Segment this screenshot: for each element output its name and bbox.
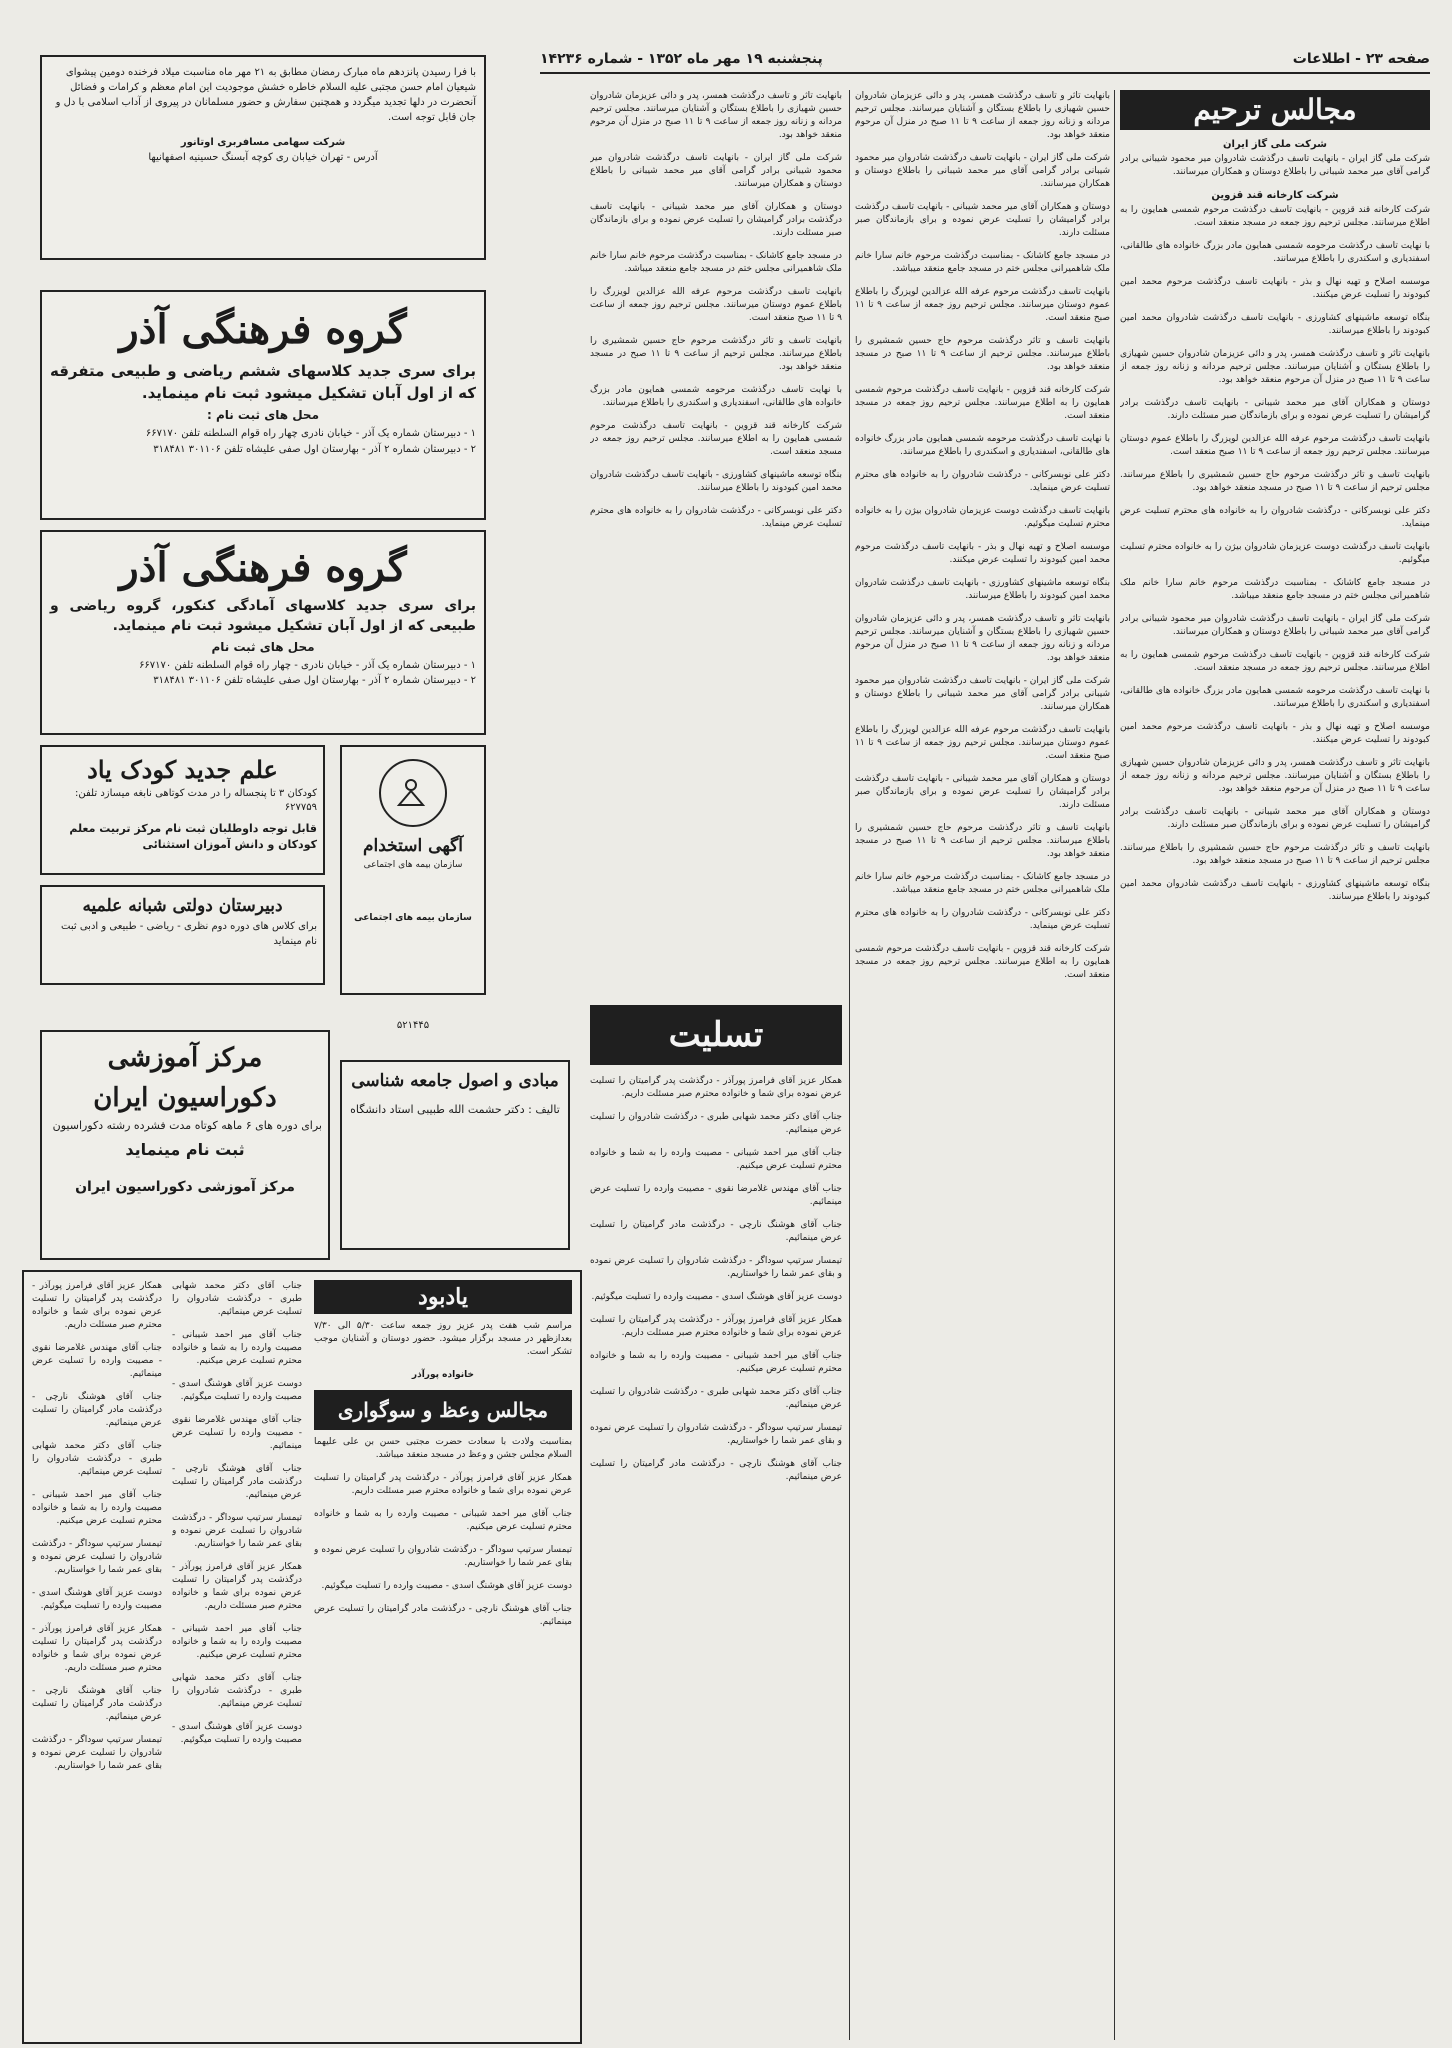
- notice-item: بنگاه توسعه ماشینهای کشاورزی - بانهایت تاسف درگذشت شادروان محمد امین کبودوند را باطلاع میرسانند.: [1120, 313, 1430, 336]
- notice-item: در مسجد جامع کاشانک - بمناسبت درگذشت مرحوم خانم سارا خانم ملک شاهمیرانی مجلس ختم در مسجد جامع منعقد میباشد.: [855, 251, 1110, 274]
- ramadan-ad: [40, 55, 486, 260]
- yadbud-text: مراسم شب هفت پدر عزیز روز جمعه ساعت ۵/۳۰ الی ۷/۳۰ بعدازظهر در مسجد برگزار میشود. حضور دوستان و آشنایان موجب تشکر است.: [314, 1321, 572, 1357]
- condolence-item: جناب آقای مهندس غلامرضا نقوی - مصیبت وارده را تسلیت عرض مینمائیم.: [32, 1343, 162, 1379]
- markaz-title: مرکز آموزشی دکوراسیون ایران: [93, 1043, 277, 1113]
- dabirestan-ad: [40, 885, 325, 985]
- azar2-text: برای سری جدید کلاسهای آمادگی کنکور، گروه ریاضی و طبیعی که از اول آبان تشکیل میشود ثبت نام مینماید.: [50, 598, 476, 634]
- notice-item: دوستان و همکاران آقای میر محمد شیبانی - بانهایت تاسف درگذشت برادر گرامیشان را تسلیت عرض نموده و برای بازماندگان صبر مسئلت دارند.: [590, 202, 842, 238]
- condolence-item: جناب آقای میر احمد شیبانی - مصیبت وارده را به شما و خانواده محترم تسلیت عرض میکنیم.: [590, 1351, 842, 1374]
- estekhdam-footer: سازمان بیمه های اجتماعی: [354, 913, 472, 923]
- kudak-title: علم جدید کودک یاد: [87, 755, 278, 784]
- notice-item: شرکت ملی گاز ایران - بانهایت تاسف درگذشت شادروان میر محمود شیبانی برادر گرامی آقای میر محمد شیبانی را باطلاع دوستان و همکاران میرسانند.: [855, 153, 1110, 189]
- ramadan-ad-company: شرکت سهامی مسافربری اوتانور: [180, 137, 346, 148]
- notice-item: شرکت کارخانه قند قزوین - بانهایت تاسف درگذشت مرحوم شمسی همایون را به اطلاع میرسانند. مجلس ترحیم روز جمعه در مسجد منعقد است.: [1120, 650, 1430, 673]
- notice-item: شرکت ملی گاز ایران - بانهایت تاسف درگذشت شادروان میر محمود شیبانی برادر گرامی آقای میر محمد شیبانی را باطلاع دوستان و همکاران میرسانند.: [1120, 614, 1430, 637]
- notice-item: با نهایت تاسف درگذشت مرحومه شمسی همایون مادر بزرگ خانواده های طالقانی، اسفندیاری و اسکندری را باطلاع میرسانند.: [1120, 241, 1430, 264]
- markaz-text: برای دوره های ۶ ماهه کوتاه مدت فشرده رشته دکوراسیون: [52, 1119, 322, 1132]
- condolence-item: جناب آقای هوشنگ نارچی - درگذشت مادر گرامیتان را تسلیت عرض مینمائیم.: [32, 1686, 162, 1722]
- azar-ad-2: [40, 530, 486, 735]
- notice-item: بانهایت تاثر و تاسف درگذشت همسر، پدر و دائی عزیزمان شادروان حسین شهیازی را باطلاع بستگان و آشنایان میرسانند. مجلس ترحیم مردانه و زنانه روز جمعه از ساعت ۹ تا ۱۱ صبح در منزل آن مرحوم منعقد خواهد بود.: [855, 614, 1110, 663]
- lower-condolence-box: [22, 1270, 582, 2044]
- page-number: صفحه ۲۳ - اطلاعات: [1292, 51, 1430, 67]
- condolence-item: دوست عزیز آقای هوشنگ اسدی - مصیبت وارده را تسلیت میگوئیم.: [172, 1722, 302, 1745]
- condolence-item: جناب آقای دکتر محمد شهابی طبری - درگذشت شادروان را تسلیت عرض مینمائیم.: [590, 1112, 842, 1135]
- condolence-item: دوست عزیز آقای هوشنگ اسدی - مصیبت وارده را تسلیت میگوئیم.: [321, 1581, 572, 1591]
- condolence-item: تیمسار سرتیپ سوداگر - درگذشت شادروان را تسلیت عرض نموده و بقای عمر شما را خواستاریم.: [32, 1539, 162, 1575]
- condolence-item: همکار عزیز آقای فرامرز پورآذر - درگذشت پدر گرامیتان را تسلیت عرض نموده برای شما و خانواده محترم صبر مسئلت داریم.: [172, 1562, 302, 1611]
- condolence-item: همکار عزیز آقای فرامرز پورآذر - درگذشت پدر گرامیتان را تسلیت عرض نموده برای شما و خانواده محترم صبر مسئلت داریم.: [590, 1076, 842, 1099]
- azar2-loc-1: ۱ - دبیرستان شماره یک آذر - خیابان نادری - چهار راه قوام السلطنه تلفن ۶۶۷۱۷۰: [139, 660, 476, 671]
- condolence-item: تیمسار سرتیپ سوداگر - درگذشت شادروان را تسلیت عرض نموده و بقای عمر شما را خواستاریم.: [590, 1256, 842, 1279]
- column-2: [855, 90, 1110, 2040]
- condolence-item: جناب آقای هوشنگ نارچی - درگذشت مادر گرامیتان را تسلیت عرض مینمائیم.: [172, 1464, 302, 1500]
- notice-item: بانهایت تاسف و تاثر درگذشت مرحوم حاج حسین شمشیری را باطلاع میرسانند. مجلس ترحیم از ساعت ۹ تا ۱۱ صبح در مسجد منعقد خواهد بود.: [1120, 470, 1430, 493]
- azar-text: برای سری جدید کلاسهای ششم ریاضی و طبیعی متفرقه که از اول آبان تشکیل میشود ثبت نام مینماید.: [50, 362, 476, 402]
- dabirestan-title: دبیرستان دولتی شبانه علمیه: [82, 896, 283, 916]
- lower-col-a: [32, 1280, 162, 2030]
- notice-item: دوستان و همکاران آقای میر محمد شیبانی - بانهایت تاسف درگذشت برادر گرامیشان را تسلیت عرض نموده و برای بازماندگان صبر مسئلت دارند.: [855, 774, 1110, 810]
- azar-subtitle: محل های ثبت نام :: [206, 408, 320, 422]
- condolence-section-title: مجالس ترحیم: [1120, 90, 1430, 130]
- estekhdam-ad: [340, 745, 486, 995]
- tasliyat-column: [590, 1075, 842, 2040]
- azar-loc-2: ۲ - دبیرستان شماره ۲ آذر - بهارستان اول صفی علیشاه تلفن ۳۰۱۱۰۶ ۳۱۸۴۸۱: [153, 444, 476, 455]
- ramadan-ad-address: آدرس - تهران خیابان ری کوچه آبسنگ حسینیه اصفهانیها: [148, 152, 378, 163]
- notice-item: بنگاه توسعه ماشینهای کشاورزی - بانهایت تاسف درگذشت شادروان محمد امین کبودوند را باطلاع میرسانند.: [590, 470, 842, 493]
- notice-item: بانهایت تاثر و تاسف درگذشت همسر، پدر و دائی عزیزمان شادروان حسین شهیازی را باطلاع بستگان و آشنایان میرسانند. مجلس ترحیم مردانه و زنانه روز جمعه از ساعت ۹ تا ۱۱ صبح در منزل آن مرحوم منعقد خواهد بود.: [855, 91, 1110, 140]
- condolence-item: جناب آقای هوشنگ نارچی - درگذشت مادر گرامیتان را تسلیت عرض مینمائیم.: [314, 1604, 572, 1627]
- notice-item: دکتر علی نوبسرکانی - درگذشت شادروان را به خانواده های محترم تسلیت عرض مینماید.: [1120, 506, 1430, 529]
- condolence-item: همکار عزیز آقای فرامرز پورآذر - درگذشت پدر گرامیتان را تسلیت عرض نموده برای شما و خانواده محترم صبر مسئلت داریم.: [590, 1315, 842, 1338]
- notice-item: بانهایت تاسف درگذشت مرحوم عرفه الله عزالدین لویزرگ را باطلاع عموم دوستان میرسانند. مجلس ترحیم روز جمعه از ساعت ۹ تا ۱۱ صبح منعقد است.: [1120, 434, 1430, 457]
- book-title: مبادی و اصول جامعه شناسی: [351, 1071, 559, 1091]
- kudak-sub: قابل توجه داوطلبان ثبت نام مرکز تربیت معلم کودکان و دانش آموزان استثنائی: [69, 822, 317, 851]
- notice-item: شرکت کارخانه قند قزوین - بانهایت تاسف درگذشت مرحوم شمسی همایون را به اطلاع میرسانند. مجلس ترحیم روز جمعه در مسجد منعقد است.: [590, 421, 842, 457]
- condolence-item: جناب آقای دکتر محمد شهابی طبری - درگذشت شادروان را تسلیت عرض مینمائیم.: [172, 1673, 302, 1709]
- notice-item: موسسه اصلاح و تهیه نهال و بذر - بانهایت تاسف درگذشت مرحوم محمد امین کبودوند را تسلیت عرض میکنند.: [1120, 722, 1430, 745]
- vaaz-text: بمناسبت ولادت با سعادت حضرت مجتبی حسن بن علی علیهما السلام مجلس جشن و وعظ در مسجد منعقد میباشد.: [314, 1437, 572, 1460]
- column-rule: [1114, 90, 1115, 2040]
- notice-item: شرکت کارخانه قند قزوین - بانهایت تاسف درگذشت مرحوم شمسی همایون را به اطلاع میرسانند. مجلس ترحیم روز جمعه در مسجد منعقد است.: [855, 385, 1110, 421]
- notice-item: بانهایت تاسف درگذشت مرحوم عرفه الله عزالدین لویزرگ را باطلاع عموم دوستان میرسانند. مجلس ترحیم روز جمعه از ساعت ۹ تا ۱۱ صبح منعقد است.: [855, 287, 1110, 323]
- azar-title: گروه فرهنگی آذر: [119, 306, 407, 353]
- yadbud-signature: خانواده پورآذر: [411, 1370, 475, 1380]
- condolence-item: جناب آقای مهندس غلامرضا نقوی - مصیبت وارده را تسلیت عرض مینمائیم.: [172, 1415, 302, 1451]
- notice-item: بانهایت تاثر و تاسف درگذشت همسر، پدر و دائی عزیزمان شادروان حسین شهیازی را باطلاع بستگان و آشنایان میرسانند. مجلس ترحیم مردانه و زنانه روز جمعه از ساعت ۹ تا ۱۱ صبح در منزل آن مرحوم منعقد خواهد بود.: [590, 91, 842, 140]
- notice-item: بانهایت تاسف درگذشت دوست عزیزمان شادروان بیژن را به خانواده محترم تسلیت میگوئیم.: [1120, 542, 1430, 565]
- notice-item: در مسجد جامع کاشانک - بمناسبت درگذشت مرحوم خانم سارا خانم ملک شاهمیرانی مجلس ختم در مسجد جامع منعقد میباشد.: [590, 251, 842, 274]
- condolence-item: تیمسار سرتیپ سوداگر - درگذشت شادروان را تسلیت عرض نموده و بقای عمر شما را خواستاریم.: [590, 1423, 842, 1446]
- column-1: [1120, 90, 1430, 2040]
- yadbud-title: یادبود: [314, 1280, 572, 1314]
- notice-item: در مسجد جامع کاشانک - بمناسبت درگذشت مرحوم خانم سارا خانم ملک شاهمیرانی مجلس ختم در مسجد جامع منعقد میباشد.: [1120, 578, 1430, 601]
- azar-ad-1: [40, 290, 486, 520]
- markaz-cta: ثبت نام مینماید: [125, 1140, 245, 1159]
- condolence-item: دوست عزیز آقای هوشنگ اسدی - مصیبت وارده را تسلیت میگوئیم.: [172, 1379, 302, 1402]
- condolence-item: جناب آقای دکتر محمد شهابی طبری - درگذشت شادروان را تسلیت عرض مینمائیم.: [590, 1387, 842, 1410]
- notice-item: شرکت ملی گاز ایران - بانهایت تاسف درگذشت شادروان میر محمود شیبانی برادر گرامی آقای میر محمد شیبانی را باطلاع دوستان و همکاران میرسانند.: [855, 676, 1110, 712]
- notice-item: بانهایت تاثر و تاسف درگذشت همسر، پدر و دائی عزیزمان شادروان حسین شهیازی را باطلاع بستگان و آشنایان میرسانند. مجلس ترحیم مردانه و زنانه روز جمعه از ساعت ۹ تا ۱۱ صبح در منزل آن مرحوم منعقد خواهد بود.: [1120, 349, 1430, 385]
- notice-item: بانهایت تاسف و تاثر درگذشت مرحوم حاج حسین شمشیری را باطلاع میرسانند. مجلس ترحیم از ساعت ۹ تا ۱۱ صبح در مسجد منعقد خواهد بود.: [590, 336, 842, 372]
- column-3: [590, 90, 842, 995]
- book-ad: [340, 1060, 570, 1250]
- notice-item: بانهایت تاسف و تاثر درگذشت مرحوم حاج حسین شمشیری را باطلاع میرسانند. مجلس ترحیم از ساعت ۹ تا ۱۱ صبح در مسجد منعقد خواهد بود.: [855, 823, 1110, 859]
- condolence-item: جناب آقای هوشنگ نارچی - درگذشت مادر گرامیتان را تسلیت عرض مینمائیم.: [590, 1220, 842, 1243]
- azar2-loc-2: ۲ - دبیرستان شماره ۲ آذر - بهارستان اول صفی علیشاه تلفن ۳۰۱۱۰۶ ۳۱۸۴۸۱: [153, 675, 476, 686]
- notice-item: دوستان و همکاران آقای میر محمد شیبانی - بانهایت تاسف درگذشت برادر گرامیشان را تسلیت عرض نموده و برای بازماندگان صبر مسئلت دارند.: [855, 202, 1110, 238]
- condolence-item: همکار عزیز آقای فرامرز پورآذر - درگذشت پدر گرامیتان را تسلیت عرض نموده برای شما و خانواده محترم صبر مسئلت داریم.: [314, 1473, 572, 1496]
- notice-item: بانهایت تاسف درگذشت مرحوم عرفه الله عزالدین لویزرگ را باطلاع عموم دوستان میرسانند. مجلس ترحیم روز جمعه از ساعت ۹ تا ۱۱ صبح منعقد است.: [590, 287, 842, 323]
- condolence-item: جناب آقای میر احمد شیبانی - مصیبت وارده را به شما و خانواده محترم تسلیت عرض میکنیم.: [32, 1490, 162, 1526]
- notice-item: دوستان و همکاران آقای میر محمد شیبانی - بانهایت تاسف درگذشت برادر گرامیشان را تسلیت عرض نموده و برای بازماندگان صبر مسئلت دارند.: [1120, 807, 1430, 830]
- notice-item: بانهایت تاثر و تاسف درگذشت همسر، پدر و دائی عزیزمان شادروان حسین شهیازی را باطلاع بستگان و آشنایان میرسانند. مجلس ترحیم مردانه و زنانه روز جمعه از ساعت ۹ تا ۱۱ صبح در منزل آن مرحوم منعقد خواهد بود.: [1120, 758, 1430, 794]
- condolence-item: جناب آقای میر احمد شیبانی - مصیبت وارده را به شما و خانواده محترم تسلیت عرض میکنیم.: [314, 1509, 572, 1532]
- markaz-ad: [40, 1030, 330, 1260]
- notice-item: دوستان و همکاران آقای میر محمد شیبانی - بانهایت تاسف درگذشت برادر گرامیشان را تسلیت عرض نموده و برای بازماندگان صبر مسئلت دارند.: [1120, 398, 1430, 421]
- kudak-text: کودکان ۳ تا پنجساله را در مدت کوتاهی نابغه میسازد تلفن: ۶۲۷۷۵۹: [75, 788, 317, 813]
- tasliyat-section-title: تسلیت: [590, 1005, 842, 1065]
- column-rule: [849, 90, 850, 2040]
- notice-item: موسسه اصلاح و تهیه نهال و بذر - بانهایت تاسف درگذشت مرحوم محمد امین کبودوند را تسلیت عرض میکنند.: [855, 542, 1110, 565]
- notice-item: شرکت کارخانه قند قزوین - بانهایت تاسف درگذشت مرحوم شمسی همایون را به اطلاع میرسانند. مجلس ترحیم روز جمعه در مسجد منعقد است.: [855, 944, 1110, 980]
- notice-item: با نهایت تاسف درگذشت مرحومه شمسی همایون مادر بزرگ خانواده های طالقانی، اسفندیاری و اسکندری را باطلاع میرسانند.: [590, 385, 842, 408]
- kudak-ad: [40, 745, 325, 875]
- notice-item: بانهایت تاسف درگذشت مرحوم عرفه الله عزالدین لویزرگ را باطلاع عموم دوستان میرسانند. مجلس ترحیم روز جمعه از ساعت ۹ تا ۱۱ صبح منعقد است.: [855, 725, 1110, 761]
- dabirestan-text: برای کلاس های دوره دوم نظری - ریاضی - طبیعی و ادبی ثبت نام مینماید: [61, 921, 317, 947]
- condolence-item: دوست عزیز آقای هوشنگ اسدی - مصیبت وارده را تسلیت میگوئیم.: [32, 1588, 162, 1611]
- notice-item: بنگاه توسعه ماشینهای کشاورزی - بانهایت تاسف درگذشت شادروان محمد امین کبودوند را باطلاع میرسانند.: [1120, 879, 1430, 902]
- notice-item: بنگاه توسعه ماشینهای کشاورزی - بانهایت تاسف درگذشت شادروان محمد امین کبودوند را باطلاع میرسانند.: [855, 578, 1110, 601]
- ramadan-ad-text: با فرا رسیدن پانزدهم ماه مبارک رمضان مطابق به ۲۱ مهر ماه مناسبت میلاد فرخنده دومین پیشوای شیعیان امام حسن مجتبی علیه السلام خاطره خشش موجودیت این امام معظم و کرامات و فضائل آنحضرت در دلها تجدید میگردد و همچنین سفارش و حضور مسلمانان در پیروی از آداب اسلامی با دل و جان قابل توجه است.: [55, 67, 476, 123]
- condolence-item: جناب آقای هوشنگ نارچی - درگذشت مادر گرامیتان را تسلیت عرض مینمائیم.: [590, 1459, 842, 1482]
- notice-item: شرکت ملی گاز ایران شرکت ملی گاز ایران - بانهایت تاسف درگذشت شادروان میر محمود شیبانی برادر گرامی آقای میر محمد شیبانی را باطلاع دوستان و همکاران میرسانند.: [1120, 139, 1430, 177]
- condolence-item: تیمسار سرتیپ سوداگر - درگذشت شادروان را تسلیت عرض نموده و بقای عمر شما را خواستاریم.: [314, 1545, 572, 1568]
- condolence-item: جناب آقای دکتر محمد شهابی طبری - درگذشت شادروان را تسلیت عرض مینمائیم.: [32, 1441, 162, 1477]
- azar-loc-1: ۱ - دبیرستان شماره یک آذر - خیابان نادری چهار راه قوام السلطنه تلفن ۶۶۷۱۷۰: [145, 428, 476, 439]
- vaaz-title: مجالس وعظ و سوگواری: [314, 1390, 572, 1430]
- condolence-item: جناب آقای هوشنگ نارچی - درگذشت مادر گرامیتان را تسلیت عرض مینمائیم.: [32, 1392, 162, 1428]
- condolence-item: جناب آقای میر احمد شیبانی - مصیبت وارده را به شما و خانواده محترم تسلیت عرض میکنیم.: [172, 1624, 302, 1660]
- notice-item: شرکت کارخانه قند قزوین شرکت کارخانه قند قزوین - بانهایت تاسف درگذشت مرحوم شمسی همایون را به اطلاع میرسانند. مجلس ترحیم روز جمعه در مسجد منعقد است.: [1120, 190, 1430, 228]
- lower-col-b: [172, 1280, 302, 2030]
- estekhdam-title: آگهی استخدام: [363, 836, 463, 856]
- notice-item: با نهایت تاسف درگذشت مرحومه شمسی همایون مادر بزرگ خانواده های طالقانی، اسفندیاری و اسکندری را باطلاع میرسانند.: [1120, 686, 1430, 709]
- condolence-item: جناب آقای مهندس غلامرضا نقوی - مصیبت وارده را تسلیت عرض مینمائیم.: [590, 1184, 842, 1207]
- lower-col-c: [314, 1280, 572, 2030]
- page-header: [540, 46, 1430, 74]
- insurance-emblem-icon: [379, 759, 447, 827]
- book-author: تالیف : دکتر حشمت الله طبیبی استاد دانشگاه: [350, 1103, 560, 1116]
- notice-item: در مسجد جامع کاشانک - بمناسبت درگذشت مرحوم خانم سارا خانم ملک شاهمیرانی مجلس ختم در مسجد جامع منعقد میباشد.: [855, 872, 1110, 895]
- condolence-item: جناب آقای میر احمد شیبانی - مصیبت وارده را به شما و خانواده محترم تسلیت عرض میکنیم.: [590, 1148, 842, 1171]
- condolence-item: همکار عزیز آقای فرامرز پورآذر - درگذشت پدر گرامیتان را تسلیت عرض نموده برای شما و خانواده محترم صبر مسئلت داریم.: [32, 1624, 162, 1673]
- estekhdam-text: سازمان بیمه های اجتماعی: [363, 860, 463, 870]
- notice-item: دکتر علی نوبسرکانی - درگذشت شادروان را به خانواده های محترم تسلیت عرض مینماید.: [855, 908, 1110, 931]
- notice-item: بانهایت تاسف و تاثر درگذشت مرحوم حاج حسین شمشیری را باطلاع میرسانند. مجلس ترحیم از ساعت ۹ تا ۱۱ صبح در مسجد منعقد خواهد بود.: [855, 336, 1110, 372]
- footer-code: ۵۲۱۴۴۵: [396, 1020, 430, 1031]
- condolence-item: جناب آقای دکتر محمد شهابی طبری - درگذشت شادروان را تسلیت عرض مینمائیم.: [172, 1281, 302, 1317]
- notice-item: دکتر علی نوبسرکانی - درگذشت شادروان را به خانواده های محترم تسلیت عرض مینماید.: [590, 506, 842, 529]
- issue-date: پنجشنبه ۱۹ مهر ماه ۱۳۵۲ - شماره ۱۴۲۳۶: [540, 51, 823, 67]
- condolence-item: تیمسار سرتیپ سوداگر - درگذشت شادروان را تسلیت عرض نموده و بقای عمر شما را خواستاریم.: [172, 1513, 302, 1549]
- notice-item: دکتر علی نوبسرکانی - درگذشت شادروان را به خانواده های محترم تسلیت عرض مینماید.: [855, 470, 1110, 493]
- condolence-item: تیمسار سرتیپ سوداگر - درگذشت شادروان را تسلیت عرض نموده و بقای عمر شما را خواستاریم.: [32, 1735, 162, 1771]
- condolence-item: همکار عزیز آقای فرامرز پورآذر - درگذشت پدر گرامیتان را تسلیت عرض نموده برای شما و خانواده محترم صبر مسئلت داریم.: [32, 1281, 162, 1330]
- azar2-subtitle: محل های ثبت نام: [211, 640, 315, 654]
- condolence-item: دوست عزیز آقای هوشنگ اسدی - مصیبت وارده را تسلیت میگوئیم.: [591, 1292, 842, 1302]
- notice-item: بانهایت تاسف و تاثر درگذشت مرحوم حاج حسین شمشیری را باطلاع میرسانند. مجلس ترحیم از ساعت ۹ تا ۱۱ صبح در مسجد منعقد خواهد بود.: [1120, 843, 1430, 866]
- notice-item: با نهایت تاسف درگذشت مرحومه شمسی همایون مادر بزرگ خانواده های طالقانی، اسفندیاری و اسکندری را باطلاع میرسانند.: [855, 434, 1110, 457]
- markaz-footer: مرکز آموزشی دکوراسیون ایران: [75, 1179, 295, 1195]
- azar2-title: گروه فرهنگی آذر: [119, 544, 407, 591]
- notice-item: بانهایت تاسف درگذشت دوست عزیزمان شادروان بیژن را به خانواده محترم تسلیت میگوئیم.: [855, 506, 1110, 529]
- notice-item: شرکت ملی گاز ایران - بانهایت تاسف درگذشت شادروان میر محمود شیبانی برادر گرامی آقای میر محمد شیبانی را باطلاع دوستان و همکاران میرسانند.: [590, 153, 842, 189]
- notice-item: موسسه اصلاح و تهیه نهال و بذر - بانهایت تاسف درگذشت مرحوم محمد امین کبودوند را تسلیت عرض میکنند.: [1120, 277, 1430, 300]
- condolence-item: جناب آقای میر احمد شیبانی - مصیبت وارده را به شما و خانواده محترم تسلیت عرض میکنیم.: [172, 1330, 302, 1366]
